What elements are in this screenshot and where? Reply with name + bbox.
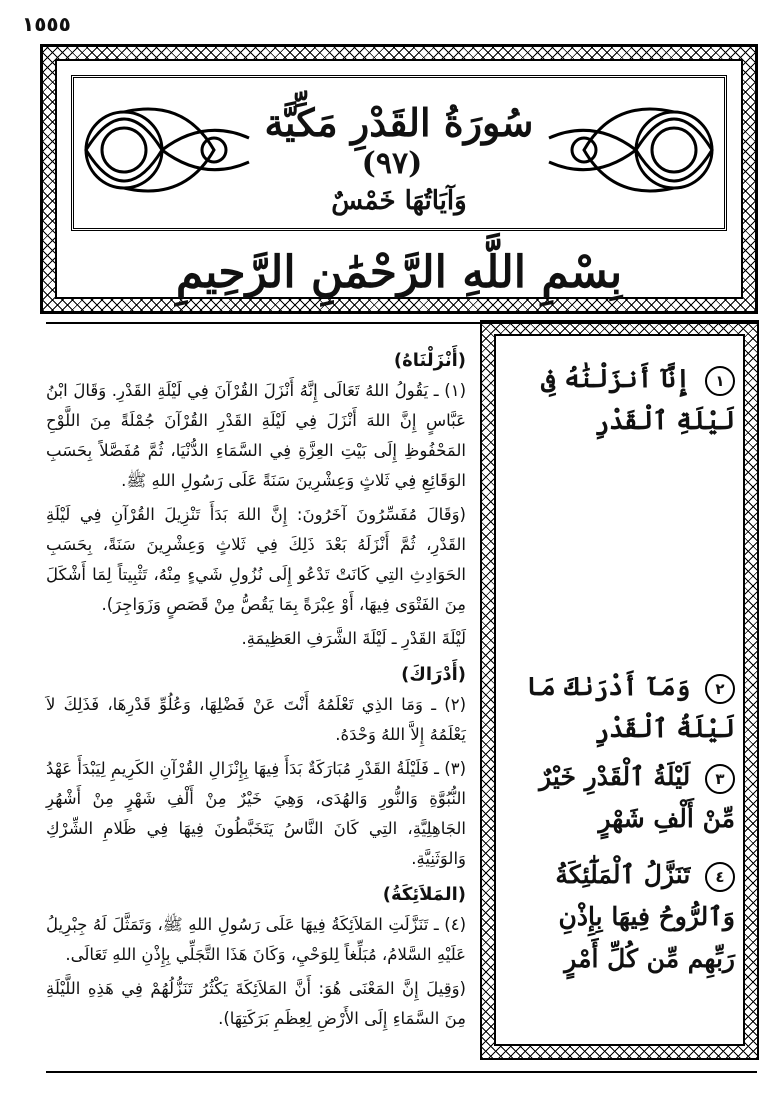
surah-name: سُورَةُ القَدْرِ مَكِّيَّة	[264, 100, 534, 145]
tafsir-column	[46, 340, 466, 1070]
ornament-right-icon	[544, 78, 724, 222]
tafsir-paragraph: (٤) ـ تَنَزَّلَتِ المَلاَئِكَةُ فِيهَا عَلَى رَسُولِ اللهِ ﷺ، وَتَمَثَّلَ لَهُ جِبْرِيلُ عَلَيْهِ السَّلامُ، مُبَلِّغاً لِلوَحْيِ، وَكَانَ هَذَا التَّجَلِّي بِإِذْنِ اللهِ تَعَالَى.	[46, 915, 466, 964]
ornament-left-icon	[74, 78, 254, 222]
divider-bottom	[46, 1071, 757, 1073]
surah-header-frame	[40, 44, 758, 314]
surah-header-inner	[55, 59, 743, 299]
ayah-count: وَآيَاتُهَا خَمْسٌ	[331, 186, 467, 216]
verse-number: ١	[705, 366, 735, 396]
tafsir-paragraph: (١) ـ يَقُولُ اللهُ تَعَالَى إِنَّهُ أَنْزَلَ القُرْآنَ فِي لَيْلَةِ القَدْرِ. وَقَالَ ابْنُ عَبَّاسٍ إِنَّ اللهَ أَنْزَلَ فِي لَيْلَةِ القَدْرِ القُرْآنَ جُمْلَةً مِنَ اللَّوْحِ المَحْفُوظِ إِلَى بَيْتِ العِزَّةِ فِي السَّمَاءِ الدُّنْيَا، ثُمَّ مُفَصَّلاً بِحَسَبِ الوَقَائِعِ فِي ثَلاثٍ وَعِشْرِينَ سَنَةً عَلَى رَسُولِ اللهِ ﷺ.	[46, 381, 466, 490]
verse-text: تَنَزَّلُ ٱلْمَلَٰٓئِكَةُ وَٱلرُّوحُ فِيهَا بِإِذْنِ رَبِّهِم مِّن كُلِّ أَمْرٍ	[555, 860, 735, 973]
verse-3	[504, 756, 735, 840]
tafsir-paragraph: لَيْلَةَ القَدْرِ ـ لَيْلَةَ الشَّرَفِ العَظِيمَةِ.	[241, 629, 466, 648]
surah-title-line	[264, 100, 534, 181]
verse-number: ٢	[705, 674, 735, 704]
page-number: ١٥٥٥	[22, 12, 71, 36]
verse-text: لَيْلَةُ ٱلْقَدْرِ خَيْرٌ مِّنْ أَلْفِ شَهْرٍ	[539, 762, 735, 833]
verse-number: ٤	[705, 862, 735, 892]
tafsir-heading-anzalnahu: (أَنْزَلْنَاهُ)	[393, 350, 466, 371]
verse-1	[504, 358, 735, 442]
basmala: بِسْمِ اللَّهِ الرَّحْمَٰنِ الرَّحِيمِ	[175, 247, 623, 298]
tafsir-paragraph: (وَقِيلَ إِنَّ المَعْنَى هُوَ: أَنَّ المَلاَئِكَةَ يَكْثُرُ تَنَزُّلُهُمْ فِي هَذِهِ اللَّيْلَةِ مِنَ السَّمَاءِ إِلَى الأَرْضِ لِعِظَمِ بَرَكَتِهَا).	[46, 979, 466, 1028]
tafsir-heading-adraka: (أَدْرَاكَ)	[401, 664, 466, 685]
verse-text: وَمَآ أَدْرَىٰكَ مَا لَيْلَةُ ٱلْقَدْرِ	[526, 672, 735, 743]
tafsir-paragraph: (٢) ـ وَمَا الذِي تَعْلَمُهُ أَنْتَ عَنْ فَضْلِهَا، وَعُلُوِّ قَدْرِهَا، فَذَلِكَ لاَ يَعْلَمُهُ إِلاَّ اللهُ وَحْدَهُ.	[46, 695, 466, 744]
verses-frame	[480, 320, 759, 1060]
surah-title	[264, 100, 534, 216]
title-band	[71, 75, 727, 231]
verses-inner	[494, 334, 745, 1046]
surah-number: (٩٧)	[361, 146, 423, 181]
tafsir-paragraph: (وَقَالَ مُفَسِّرُونَ آخَرُونَ: إِنَّ اللهَ بَدَأَ تَنْزِيلَ القُرْآنِ فِي لَيْلَةِ القَدْرِ، ثُمَّ أَنْزَلَهُ بَعْدَ ذَلِكَ فِي ثَلاثٍ وَعِشْرِينَ سَنَةً، بِحَسَبِ الحَوَادِثِ التِي كَانَتْ تَدْعُو إِلَى نُزُولِ شَيءٍ مِنْهُ، تَثْبِيتاً لِمَا أَشْكَلَ مِنَ الفَتْوَى فِيهَا، أَوْ عِبْرَةً بِمَا يَقُصُّ مِنْ قَصَصٍ وَزَوَاجِرَ).	[46, 505, 466, 614]
verse-text: إِنَّآ أَنزَلْنَٰهُ فِى لَيْلَةِ ٱلْقَدْرِ	[541, 364, 735, 435]
verse-4	[504, 854, 735, 980]
tafsir-paragraph: (٣) ـ فَلَيْلَةُ القَدْرِ مُبَارَكَةٌ بَدَأَ فِيهَا بِإِنْزَالِ القُرْآنِ الكَرِيمِ لِيَبْدَأَ عَهْدُ النُّبُوَّةِ وَالنُّورِ وَالهُدَى، وَهِيَ خَيْرٌ مِنْ أَلْفِ شَهْرٍ مِنْ أَشْهُرِ الجَاهِلِيَّةِ، التِي كَانَ النَّاسُ يَتَخَبَّطُونَ فِيهَا فِي ظَلامِ الشِّرْكِ وَالوَثَنِيَّةِ.	[46, 759, 466, 868]
tafsir-heading-malaika: (المَلاَئِكَةُ)	[382, 884, 466, 905]
verse-number: ٣	[705, 764, 735, 794]
verse-2	[504, 666, 735, 750]
